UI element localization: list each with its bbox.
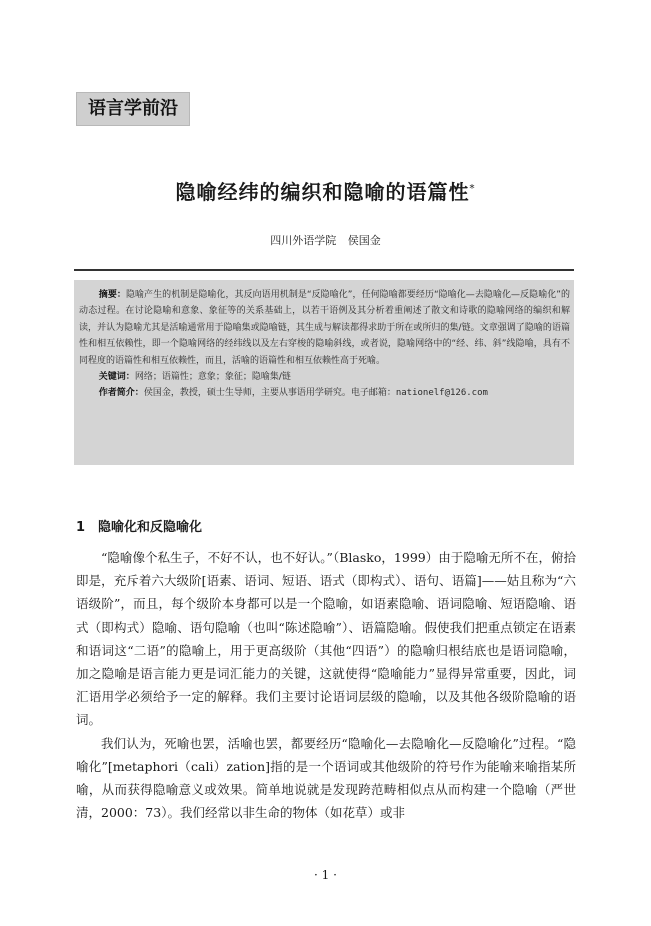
- author-name: 侯国金: [347, 234, 381, 247]
- title-footnote-mark: *: [469, 183, 476, 195]
- section-tag: 语言学前沿: [76, 92, 190, 126]
- author-info-label: 作者简介：: [98, 388, 144, 399]
- keywords-line: [79, 369, 570, 385]
- abstract-box: [74, 280, 574, 465]
- page-number: · 1 ·: [314, 868, 337, 882]
- article-title: [0, 176, 651, 205]
- body-text: [76, 546, 576, 824]
- section-heading: 1 隐喻化和反隐喻化: [76, 520, 203, 535]
- author-info-line: [79, 385, 570, 401]
- abstract-label: 摘要：: [98, 290, 126, 300]
- author-info-text: 侯国金，教授，硕士生导师，主要从事语用学研究。电子邮箱：: [143, 388, 396, 399]
- author-email[interactable]: nationelf@126.com: [395, 388, 488, 399]
- title-text: 隐喻经纬的编织和隐喻的语篇性: [175, 180, 470, 204]
- affiliation: 四川外语学院: [270, 234, 337, 247]
- keywords-text: 网络；语篇性；意象；象征；隐喻集/链: [134, 372, 291, 383]
- abstract-paragraph: [79, 287, 570, 369]
- byline: [0, 232, 651, 248]
- keywords-label: 关键词：: [98, 372, 135, 383]
- body-paragraph-1: “隐喻像个私生子，不好不认，也不好认。”（Blasko，1999）由于隐喻无所不在，俯拾即是，充斥着六大级阶[语素、语词、短语、语式（即构式）、语句、语篇]——姑且称为“六语级阶”，而且，每个级阶本身都可以是一个隐喻，如语素隐喻、语词隐喻、短语隐喻、语式（即构式）隐喻、语句隐喻（也叫“陈述隐喻”）、语篇隐喻。假使我们把重点锁定在语素和语词这“二语”的隐喻上，用于更高级阶（其他“四语”）的隐喻归根结底也是语词隐喻，加之隐喻是语言能力更是词汇能力的关键，这就使得“隐喻能力”显得异常重要，因此，词汇语用学必须给予一定的解释。我们主要讨论语词层级的隐喻，以及其他各级阶隐喻的语词。: [76, 550, 576, 728]
- abstract-text: 隐喻产生的机制是隐喻化，其反向语用机制是“反隐喻化”，任何隐喻都要经历“隐喻化—去隐喻化—反隐喻化”的动态过程。在讨论隐喻和意象、象征等的关系基础上，以若干语例及其分析着重阐述了散文和诗歌的隐喻网络的编织和解读，并认为隐喻尤其是活喻通常用于隐喻集或隐喻链，其生成与解读都得求助于所在或所归的集/链。文章强调了隐喻的语篇性和相互依赖性，即一个隐喻网络的经纬线以及左右穿梭的隐喻斜线，或者说，隐喻网络中的“经、纬、斜”线隐喻，具有不同程度的语篇性和相互依赖性，而且，活喻的语篇性和相互依赖性高于死喻。: [79, 290, 570, 366]
- abstract-top-rule: [74, 269, 574, 271]
- body-paragraph-2: 我们认为，死喻也罢，活喻也罢，都要经历“隐喻化—去隐喻化—反隐喻化”过程。“隐喻化”[metaphori（cali）zation]指的是一个语词或其他级阶的符号作为能喻来喻指某所喻，从而获得隐喻意义或效果。简单地说就是发现跨范畴相似点从而构建一个隐喻（严世清，2000：73）。我们经常以非生命的物体（如花草）或非: [76, 735, 576, 821]
